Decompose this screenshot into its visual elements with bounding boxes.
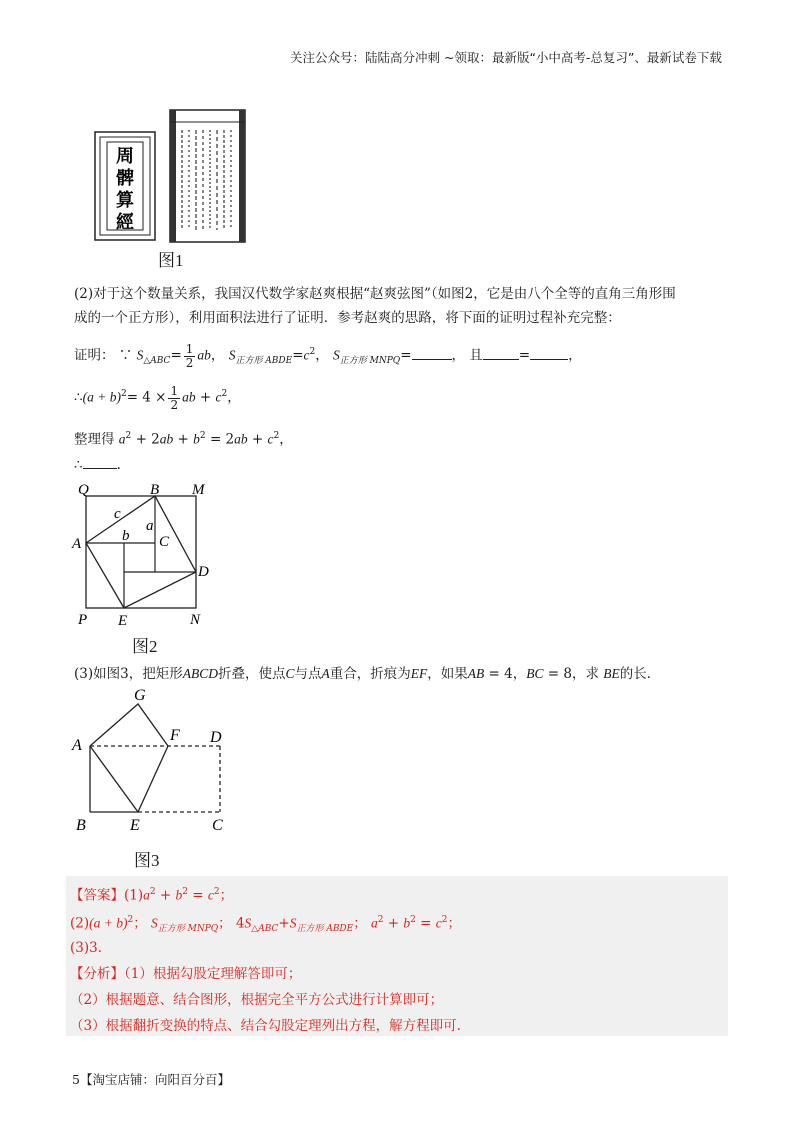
half-numerator-2: 1 bbox=[170, 383, 179, 398]
half-denominator: 2 bbox=[185, 355, 194, 370]
figure1-image bbox=[90, 100, 260, 250]
figure1-caption: 图1 bbox=[158, 251, 184, 270]
answer-line-1: 【答案】$(1)a^2 + b^2 = c^2$； bbox=[70, 887, 234, 904]
subscript-mnpq: 正方形 MNPQ bbox=[339, 356, 401, 367]
part3-be: BE bbox=[603, 666, 620, 681]
fig3-label-a: A bbox=[72, 737, 82, 754]
fig2-label-q: Q bbox=[78, 482, 89, 498]
book-title-char-3: 算 bbox=[116, 190, 134, 210]
therefore-symbol: ∴ bbox=[74, 389, 83, 406]
fig2-label-c-point: C bbox=[159, 534, 170, 550]
proof-line-4: ∴ . bbox=[74, 454, 121, 475]
proof-line-3: 整理得 $a^2 + 2ab + b^2 = 2ab + c^2$， bbox=[74, 431, 293, 448]
fig3-label-c: C bbox=[212, 817, 223, 834]
fig3-label-d: D bbox=[210, 729, 222, 746]
part3-ab: AB bbox=[467, 666, 485, 681]
fig3-label-f: F bbox=[170, 727, 180, 744]
fig2-label-a: A bbox=[72, 536, 82, 552]
fig3-label-e: E bbox=[130, 817, 140, 834]
part3-mid1: 折叠，使点 bbox=[217, 666, 286, 682]
fig2-label-e: E bbox=[118, 613, 128, 628]
part2-line1: (2)对于这个数量关系，我国汉代数学家赵爽根据“赵爽弦图”（如图2，它是由八个全等的直角三角形围 bbox=[74, 286, 676, 302]
simplify-label: 整理得 bbox=[74, 431, 115, 448]
answer-item2-prefix: (2) bbox=[70, 915, 90, 932]
part3-abcd: ABCD bbox=[182, 666, 218, 681]
fig2-label-n: N bbox=[190, 612, 201, 628]
figure2-caption: 图2 bbox=[132, 637, 158, 656]
answer-label: 【答案】 bbox=[70, 887, 124, 904]
half-denominator-2: 2 bbox=[170, 397, 179, 412]
answer-sub-abde: 正方形 ABDE bbox=[296, 924, 354, 935]
analysis-label: 【分析】 bbox=[70, 966, 124, 982]
page-footer: 5【淘宝店铺：向阳百分百】 bbox=[72, 1072, 230, 1087]
part3-a: A bbox=[321, 666, 330, 681]
figure3-diagram bbox=[68, 686, 248, 836]
part3-end: 的长． bbox=[619, 666, 661, 682]
subscript-abde: 正方形 ABDE bbox=[235, 356, 293, 367]
answer-sub-abc: △ABC bbox=[251, 924, 279, 935]
answer-item1-prefix: (1) bbox=[124, 887, 144, 904]
answer-sub-mnpq: 正方形 MNPQ bbox=[157, 924, 219, 935]
analysis-line-1 bbox=[70, 964, 301, 984]
fig2-label-d: D bbox=[198, 564, 209, 580]
half-numerator: 1 bbox=[185, 341, 194, 356]
proof-line-1: 证明： ∵ $S_{\triangle ABC}=$ $\frac{1}{2}$ ab， $S_{正方形 ABDE}=c^2$， $S_{正方形 MNPQ}=$ ， 且 = ， bbox=[74, 341, 582, 370]
part3-eq8: = 8，求 bbox=[543, 666, 604, 682]
part3-eq4: = 4， bbox=[484, 666, 527, 682]
part3-prefix: (3)如图3，把矩形 bbox=[74, 666, 183, 682]
part3-mid3: 重合，折痕为 bbox=[329, 666, 411, 682]
fig2-label-m: M bbox=[192, 482, 205, 498]
analysis-text-1: （1）根据勾股定理解答即可； bbox=[124, 966, 302, 982]
part3-bc: BC bbox=[526, 666, 544, 681]
fig3-label-g: G bbox=[134, 687, 146, 704]
fig2-label-p: P bbox=[78, 612, 88, 628]
blank-2[interactable] bbox=[483, 345, 519, 360]
part2-line2: 成的一个正方形），利用面积法进行了证明．参考赵爽的思路，将下面的证明过程补充完整： bbox=[74, 310, 621, 326]
figure3-caption: 图3 bbox=[134, 851, 160, 870]
figure2-diagram bbox=[70, 478, 230, 628]
part3-mid2: 与点 bbox=[294, 666, 322, 682]
book-title-char-1: 周 bbox=[116, 146, 134, 166]
part3-c: C bbox=[285, 666, 295, 681]
book-title-char-4: 經 bbox=[116, 212, 134, 232]
analysis-line-3: （3）根据翻折变换的特点、结合勾股定理列出方程，解方程即可. bbox=[70, 1018, 461, 1034]
blank-3[interactable] bbox=[530, 345, 568, 360]
fig2-label-b-side: b bbox=[122, 528, 130, 544]
fig2-label-c-side: c bbox=[114, 506, 121, 522]
page-header: 关注公众号：陆陆高分冲刺 ~领取：最新版“小中高考-总复习”、最新试卷下载 bbox=[290, 50, 722, 65]
fig2-label-b: B bbox=[150, 482, 160, 498]
answer-line-2: $(2)(a + b)^2$； $S_{正方形 MNPQ}$； $4S_{\triangle ABC}+S_{正方形 ABDE}$； $a^2 + b^2 = c^2$； bbox=[70, 915, 462, 935]
blank-4[interactable] bbox=[83, 454, 117, 469]
proof-line-2: ∴(a + b)$^2$= 4 × $\frac{1}{2}$ ab + $c^2$， bbox=[74, 383, 241, 412]
proof-label: 证明： bbox=[74, 347, 115, 364]
part3-ef: EF bbox=[410, 666, 428, 681]
therefore-symbol-2: ∴ bbox=[74, 457, 83, 473]
blank-1[interactable] bbox=[412, 345, 452, 360]
answer-line-3: (3)3. bbox=[70, 940, 103, 956]
book-title-char-2: 髀 bbox=[116, 168, 134, 188]
part3-text bbox=[74, 664, 660, 684]
subscript-abc: △ABC bbox=[143, 356, 171, 367]
and-label: 且 bbox=[469, 347, 483, 364]
part3-mid4: ，如果 bbox=[427, 666, 468, 682]
analysis-line-2: （2）根据题意、结合图形，根据完全平方公式进行计算即可； bbox=[70, 992, 444, 1008]
because-symbol: ∵ bbox=[118, 347, 133, 364]
fig2-label-a-side: a bbox=[146, 518, 154, 534]
fig3-label-b: B bbox=[76, 817, 86, 834]
